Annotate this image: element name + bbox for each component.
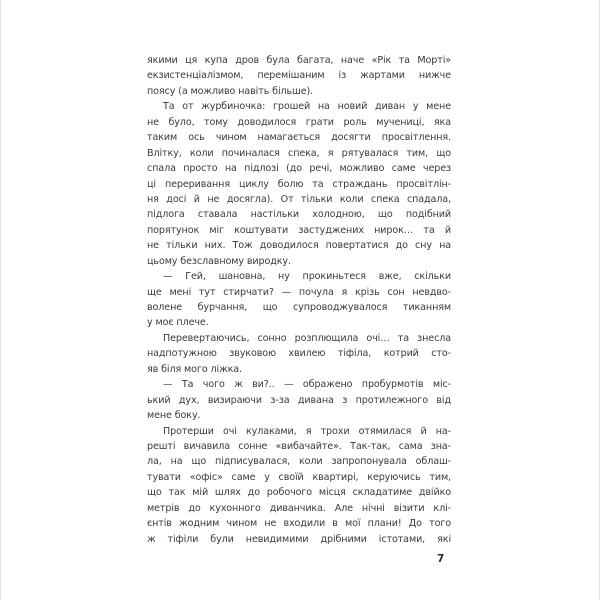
text-line: Влітку, коли починалася спека, я рятувалася тим, що xyxy=(147,147,451,159)
page-number: 7 xyxy=(437,553,445,565)
text-line: ж тіфіли були невидимими дрібними істотами, які xyxy=(147,533,451,545)
text-line: підлога ставала настільки холодною, що подібний xyxy=(147,209,451,221)
text-line: ці переривання циклу болю та страждань просвітлін- xyxy=(147,178,451,190)
text-line: ький дух, визираючи з-за дивана з протилежного від xyxy=(147,394,451,406)
text-line: ла, на що підписувалася, коли запропонувала облаш- xyxy=(147,456,451,468)
text-line: не було, тому доводилося грати роль мучениці, яка xyxy=(147,116,451,128)
text-line: волене бурчання, що супроводжувалося тиканням xyxy=(147,302,451,313)
text-line: тувати «офіс» саме у своїй квартирі, керуючись тим, xyxy=(147,471,451,483)
text-line: у моє плече. xyxy=(147,317,209,329)
text-line: — Гей, шановна, ну прокиньтеся вже, скільки xyxy=(163,271,451,283)
text-line: що так мій шлях до робочого місця складатиме двійко xyxy=(147,487,451,499)
body-text xyxy=(147,53,451,547)
text-line: мене боку. xyxy=(147,410,201,422)
text-line: Протерши очі кулаками, я трохи отямилася й на- xyxy=(163,425,451,437)
text-line: спала просто на підлозі (до речі, можливо саме через xyxy=(147,163,451,175)
text-line: яв біля мого ліжка. xyxy=(147,363,242,375)
text-line: порятунок міг коштувати застуджених нирок… та й xyxy=(147,224,451,236)
text-line: ще мені тут стирчати? — почула я крізь сон невдво- xyxy=(147,286,451,298)
text-line: екзистенціалізмом, перемішаним із жартами нижче xyxy=(147,70,451,82)
text-line: надпотужною звуковою хвилею тіфіла, котрий сто- xyxy=(147,348,451,360)
text-line: цьому безславному виродку. xyxy=(147,255,291,267)
text-line: поясу (а можливо навіть більше). xyxy=(147,85,314,97)
text-line: якими ця купа дров була багата, наче «Рік та Морті» xyxy=(147,55,451,66)
text-line: таким ось чином намагається досягти просвітлення. xyxy=(147,132,451,144)
text-line: — Та чого ж ви?.. — ображено пробурмотів міс- xyxy=(163,379,451,391)
text-line: метрів до кухонного диванчика. Але нічні візити клі- xyxy=(147,502,451,514)
text-line: Та от журбиночка: грошей на новий диван у мене xyxy=(163,101,451,113)
text-line: єнтів жодним чином не входили в мої плани! До того xyxy=(147,518,451,530)
text-line: Перевертаючись, сонно розплющила очі… та знесла xyxy=(163,332,451,344)
text-line: не тільки них. Тож доводилося повертатися до сну на xyxy=(147,240,451,252)
text-line: ня досі й не досягла). От тільки коли спека спадала, xyxy=(147,193,451,205)
text-line: решті вичавила сонне «вибачайте». Так-так, сама зна- xyxy=(147,440,451,452)
